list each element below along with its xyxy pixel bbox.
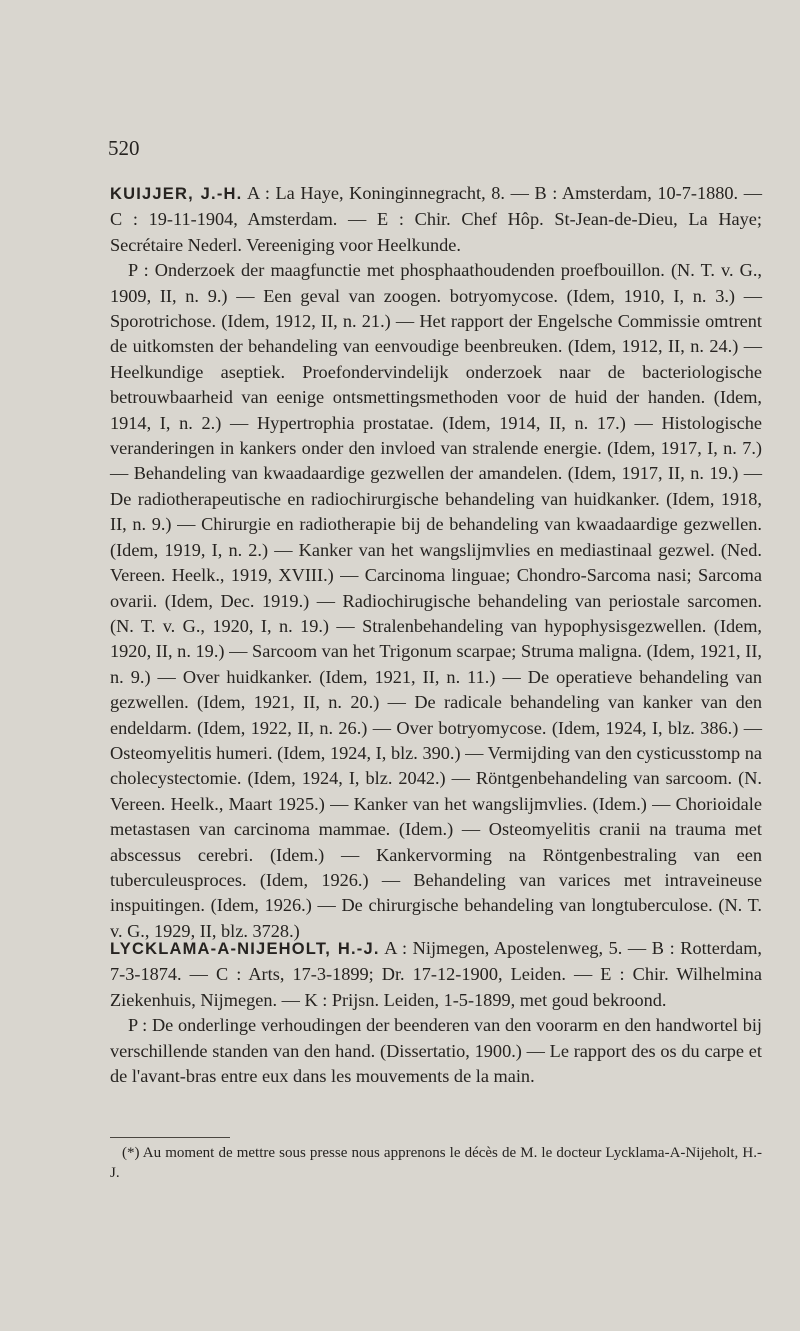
entry-lycklama [110,936,762,1089]
footnote-text: (*) Au moment de mettre sous presse nous apprenons le décès de M. le docteur Lycklama-A-Nijeholt, H.-J. [110,1145,762,1181]
entry-name: KUIJJER, J.-H. [110,185,243,203]
footnote [110,1143,762,1183]
entry-publications: P : De onderlinge verhoudingen der beenderen van den voorarm en den handwortel bij verschillende standen van den hand. (Dissertatio, 1900.) — Le rapport des os du carpe et de l'avant-bras entre eux dans les mouvements de la main. [110,1015,762,1087]
entry-kuijjer [110,181,762,944]
entry-name: LYCKLAMA-A-NIJEHOLT, H.-J. [110,940,380,958]
page-number: 520 [108,136,140,160]
entry-biography: A : La Haye, Koninginnegracht, 8. — B : Amsterdam, 10-7-1880. — C : 19-11-1904, Amsterdam. — E : Chir. Chef Hôp. St-Jean-de-Dieu, La Haye; Secrétaire Nederl. Vereeniging voor Heelkunde. [110,183,762,255]
entry-publications: P : Onderzoek der maagfunctie met phosphaathoudenden proefbouillon. (N. T. v. G., 1909, II, n. 9.) — Een geval van zoogen. botryomycose. (Idem, 1910, I, n. 3.) — Sporotrichose. (Idem, 1912, II, n. 21.) — Het rapport der Engelsche Commissie omtrent de uitkomsten der behandeling van eenvoudige beenbreuken. (Idem, 1912, II, n. 24.) — Heelkundige aseptiek. Proefondervindelijk onderzoek naar de bacteriologische betrouwbaarheid van eenige ontsmettingsmethoden voor de huid der handen. (Idem, 1914, I, n. 2.) — Hypertrophia prostatae. (Idem, 1914, II, n. 17.) — Histologische veranderingen in kankers onder den invloed van stralende energie. (Idem, 1917, I, n. 7.) — Behandeling van kwaadaardige gezwellen der amandelen. (Idem, 1917, II, n. 19.) — De radiotherapeutische en radiochirurgische behandeling van huidkanker. (Idem, 1918, II, n. 9.) — Chirurgie en radiotherapie bij de behandeling van kwaadaardige gezwellen. (Idem, 1919, I, n. 2.) — Kanker van het wangslijmvlies en mediastinaal gezwel. (Ned. Vereen. Heelk., 1919, XVIII.) — Carcinoma linguae; Chondro-Sarcoma nasi; Sarcoma ovarii. (Idem, Dec. 1919.) — Radiochirugische behandeling van periostale sarcomen. (N. T. v. G., 1920, I, n. 19.) — Stralenbehandeling van hypophysisgezwellen. (Idem, 1920, II, n. 19.) — Sarcoom van het Trigonum scarpae; Struma maligna. (Idem, 1921, II, n. 9.) — Over huidkanker. (Idem, 1921, II, n. 11.) — De operatieve behandeling van gezwellen. (Idem, 1921, II, n. 20.) — De radicale behandeling van kanker van den endeldarm. (Idem, 1922, II, n. 26.) — Over botryomycose. (Idem, 1924, I, blz. 386.) — Osteomyelitis humeri. (Idem, 1924, I, blz. 390.) — Vermijding van den cysticusstomp na cholecystectomie. (Idem, 1924, I, blz. 2042.) — Röntgenbehandeling van sarcoom. (N. Vereen. Heelk., Maart 1925.) — Kanker van het wangslijmvlies. (Idem.) — Chorioidale metastasen van carcinoma mammae. (Idem.) — Osteomyelitis cranii na trauma met abscessus cerebri. (Idem.) — Kankervorming na Röntgenbestraling van een tuberculeusproces. (Idem, 1926.) — Behandeling van varices met intraveineuse inspuitingen. (Idem, 1926.) — De chirurgische behandeling van longtuberculose. (N. T. v. G., 1929, II, blz. 3728.) [110,260,762,941]
footnote-separator [110,1137,230,1138]
entry-biography: A : Nijmegen, Apostelenweg, 5. — B : Rotterdam, 7-3-1874. — C : Arts, 17-3-1899; Dr. 17-12-1900, Leiden. — E : Chir. Wilhelmina Ziekenhuis, Nijmegen. — K : Prijsn. Leiden, 1-5-1899, met goud bekroond. [110,938,762,1010]
